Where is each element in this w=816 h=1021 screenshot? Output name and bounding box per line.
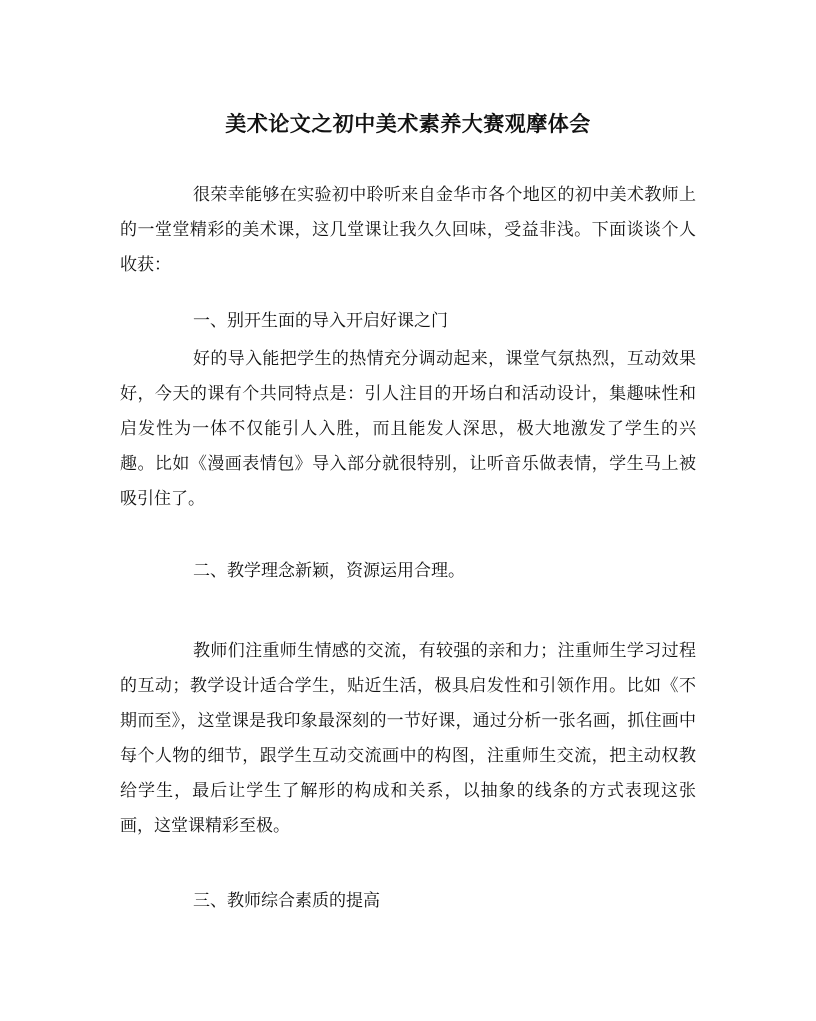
section-2-paragraph: 教师们注重师生情感的交流，有较强的亲和力；注重师生学习过程的互动；教学设计适合学生，贴近生活，极具启发性和引领作用。比如《不期而至》，这堂课是我印象最深刻的一节好课，通过分析一张名画，抓住画中每个人物的细节，跟学生互动交流画中的构图，注重师生交流，把主动权教给学生，最后让学生了解形的构成和关系，以抽象的线条的方式表现这张画，这堂课精彩至极。 bbox=[120, 641, 696, 836]
section-1-heading: 一、别开生面的导入开启好课之门 bbox=[193, 311, 448, 331]
section-2-heading: 二、教学理念新颖，资源运用合理。 bbox=[193, 561, 465, 581]
document-title: 美术论文之初中美术素养大赛观摩体会 bbox=[225, 111, 591, 136]
section-1-paragraph: 好的导入能把学生的热情充分调动起来，课堂气氛热烈，互动效果好，今天的课有个共同特点是：引人注目的开场白和活动设计，集趣味性和启发性为一体不仅能引人入胜，而且能发人深思，极大地激发了学生的兴趣。比如《漫画表情包》导入部分就很特别，让听音乐做表情，学生马上被吸引住了。 bbox=[120, 349, 696, 509]
intro-paragraph: 很荣幸能够在实验初中聆听来自金华市各个地区的初中美术教师上的一堂堂精彩的美术课，这几堂课让我久久回味，受益非浅。下面谈谈个人收获： bbox=[120, 185, 696, 275]
section-3-heading: 三、教师综合素质的提高 bbox=[193, 891, 380, 911]
